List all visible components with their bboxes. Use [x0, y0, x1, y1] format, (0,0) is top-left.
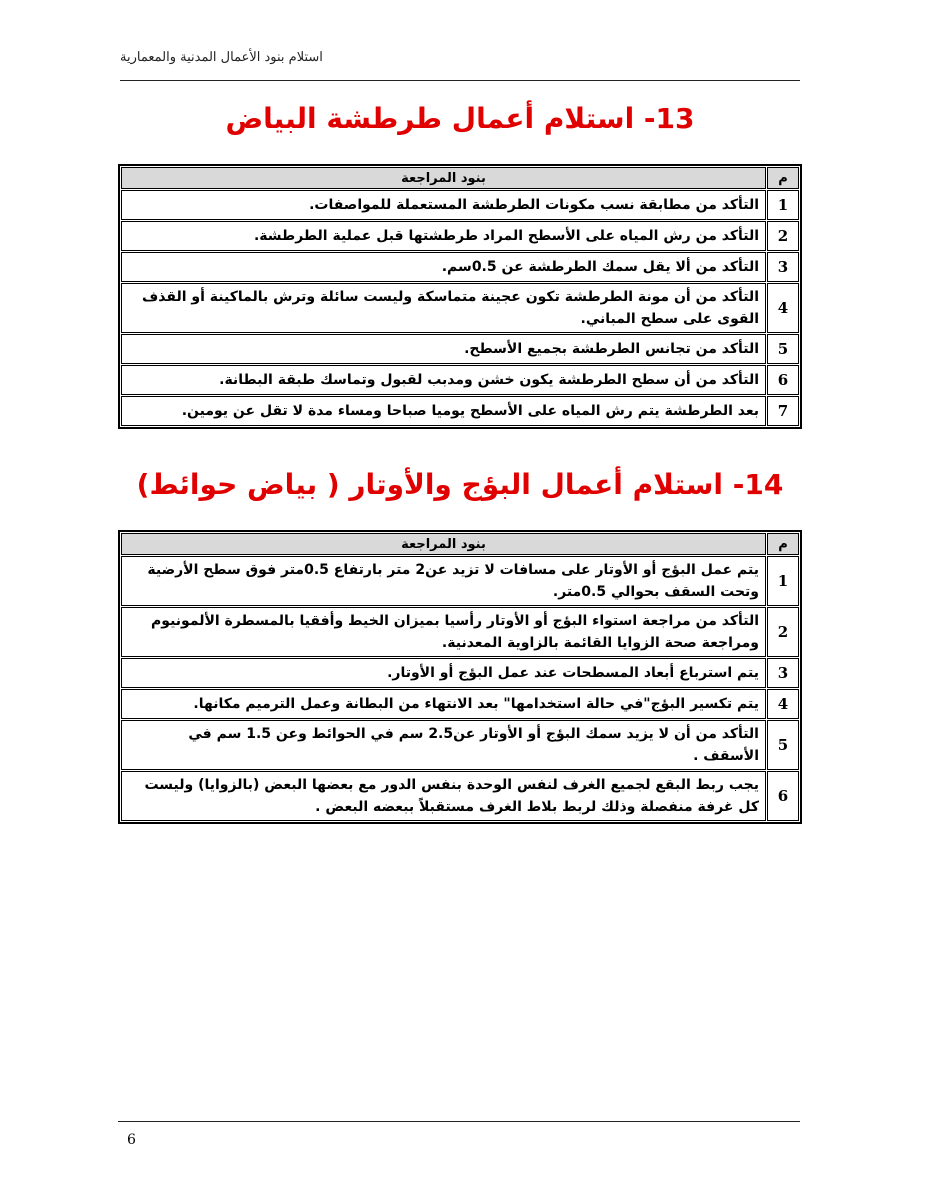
column-header-number: م [767, 167, 799, 189]
row-text: يتم عمل البؤج أو الأوتار على مسافات لا تزيد عن2 متر بارتفاع 0.5متر فوق سطح الأرضية وتحت السقف بحوالي 0.5متر. [121, 556, 766, 606]
row-text: يتم تكسير البؤج"في حالة استخدامها" بعد الانتهاء من البطانة وعمل الترميم مكانها. [121, 689, 766, 719]
page-number: 6 [127, 1132, 136, 1148]
checklist-table-13 [118, 164, 802, 429]
table-row [121, 365, 799, 395]
table-header-row [121, 167, 799, 189]
table-row [121, 221, 799, 251]
row-text: التأكد من تجانس الطرطشة بجميع الأسطح. [121, 334, 766, 364]
column-header-items: بنود المراجعة [121, 167, 766, 189]
table-header-row [121, 533, 799, 555]
table-row [121, 334, 799, 364]
row-text: التأكد من مراجعة استواء البؤج أو الأوتار رأسيا بميزان الخيط وأفقيا بالمسطرة الألمونيوم ومراجعة صحة الزوايا القائمة بالزاوية المعدنية. [121, 607, 766, 657]
row-number: 2 [767, 607, 799, 657]
row-number: 7 [767, 396, 799, 426]
row-text: التأكد من أن مونة الطرطشة تكون عجينة متماسكة وليست سائلة وترش بالماكينة أو القذف القوى على سطح المباني. [121, 283, 766, 333]
table-row [121, 607, 799, 657]
row-text: بعد الطرطشة يتم رش المياه على الأسطح يوميا صباحا ومساء مدة لا تقل عن يومين. [121, 396, 766, 426]
row-number: 5 [767, 334, 799, 364]
table-row [121, 771, 799, 821]
row-number: 1 [767, 556, 799, 606]
row-number: 3 [767, 252, 799, 282]
table-row [121, 396, 799, 426]
section-14-title: 14- استلام أعمال البؤج والأوتار ( بياض حوائط) [136, 468, 784, 501]
table-row [121, 283, 799, 333]
row-number: 1 [767, 190, 799, 220]
row-text: التأكد من أن سطح الطرطشة يكون خشن ومدبب لقبول وتماسك طبقة البطانة. [121, 365, 766, 395]
table-row [121, 720, 799, 770]
table-row [121, 252, 799, 282]
row-number: 4 [767, 283, 799, 333]
row-text: التأكد من رش المياه على الأسطح المراد طرطشتها قبل عملية الطرطشة. [121, 221, 766, 251]
section-13-title: 13- استلام أعمال طرطشة البياض [225, 102, 695, 135]
row-text: يتم استرباع أبعاد المسطحات عند عمل البؤج أو الأوتار. [121, 658, 766, 688]
checklist-table-14 [118, 530, 802, 824]
row-number: 5 [767, 720, 799, 770]
header-divider [120, 80, 800, 81]
row-text: يجب ربط البقع لجميع الغرف لنفس الوحدة بنفس الدور مع بعضها البعض (بالزوايا) وليست كل غرفة منفصلة وذلك لربط بلاط الغرف مستقبلاً ببعضه البعض . [121, 771, 766, 821]
row-text: التأكد من أن لا يزيد سمك البؤج أو الأوتار عن2.5 سم في الحوائط وعن 1.5 سم في الأسقف . [121, 720, 766, 770]
footer-divider [118, 1121, 800, 1122]
column-header-number: م [767, 533, 799, 555]
row-number: 6 [767, 365, 799, 395]
table-row [121, 658, 799, 688]
table-row [121, 556, 799, 606]
row-text: التأكد من ألا يقل سمك الطرطشة عن 0.5سم. [121, 252, 766, 282]
running-header: استلام بنود الأعمال المدنية والمعمارية [120, 50, 323, 65]
row-number: 3 [767, 658, 799, 688]
row-number: 4 [767, 689, 799, 719]
row-number: 6 [767, 771, 799, 821]
column-header-items: بنود المراجعة [121, 533, 766, 555]
table-row [121, 689, 799, 719]
row-text: التأكد من مطابقة نسب مكونات الطرطشة المستعملة للمواصفات. [121, 190, 766, 220]
table-row [121, 190, 799, 220]
row-number: 2 [767, 221, 799, 251]
